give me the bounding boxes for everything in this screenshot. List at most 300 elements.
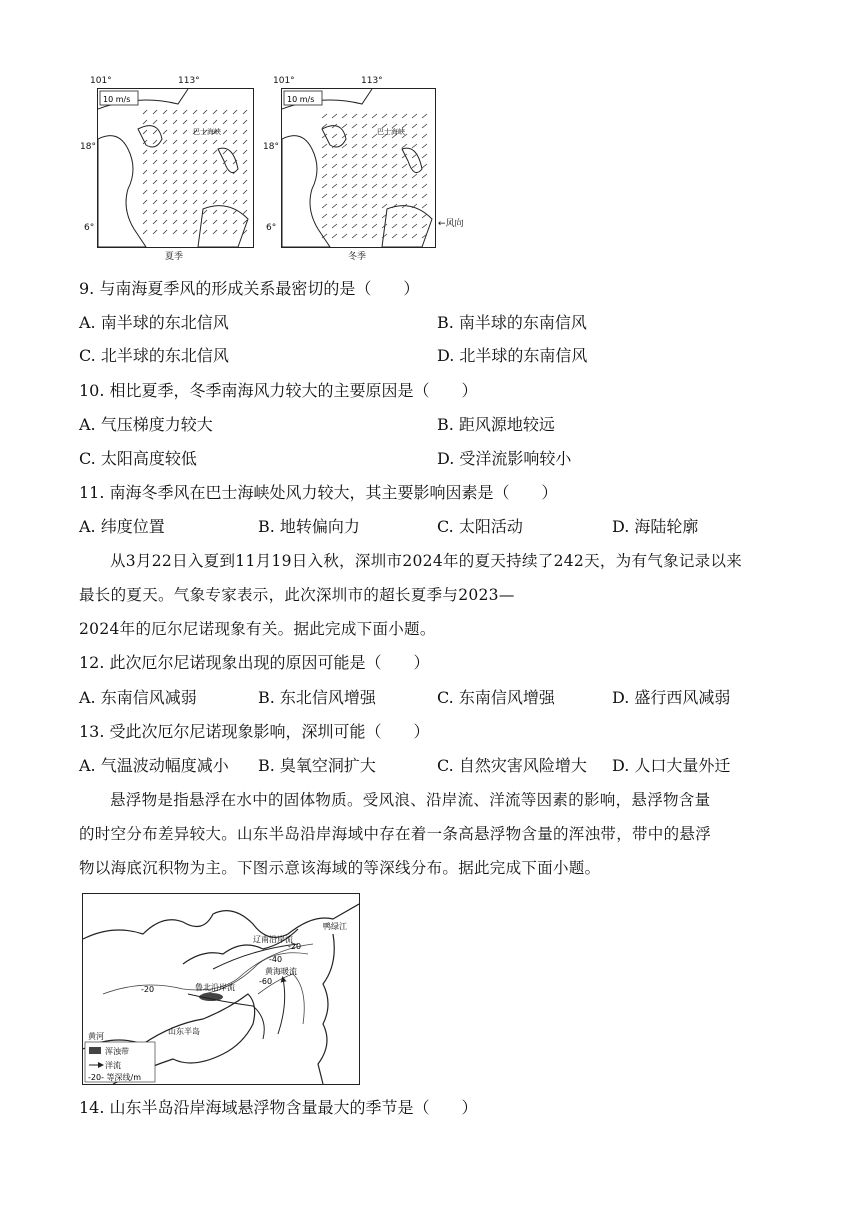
wind-arrow (392, 164, 397, 168)
shandong-isobath-map (82, 893, 360, 1085)
question-9-option-a: A. 南半球的东北信风 (79, 313, 229, 332)
wind-arrow (183, 160, 187, 164)
wind-arrow (362, 204, 367, 208)
wind-arrow (163, 120, 167, 124)
wind-arrow (173, 230, 177, 234)
wind-arrow (193, 210, 197, 214)
wind-arrow (332, 134, 337, 138)
wind-arrow (233, 230, 237, 234)
summer-lon-right: 113° (178, 76, 200, 86)
wind-arrow (342, 234, 347, 238)
question-10-option-c: C. 太阳高度较低 (79, 449, 197, 468)
wind-arrow (173, 130, 177, 134)
passage-1-line-3: 2024年的厄尔尼诺现象有关。据此完成下面小题。 (79, 620, 436, 638)
wind-arrow (392, 184, 397, 188)
wind-arrow (243, 150, 247, 154)
wind-arrow (193, 190, 197, 194)
wind-arrow (332, 164, 337, 168)
wind-arrow (163, 150, 167, 154)
wind-arrow (342, 114, 347, 118)
wind-arrow (163, 230, 167, 234)
wind-arrow (223, 180, 227, 184)
wind-arrow (352, 114, 357, 118)
wind-arrow (213, 150, 217, 154)
wind-arrow (322, 224, 327, 228)
label-shandong-peninsula: 山东半岛 (168, 1027, 200, 1036)
wind-arrow (213, 120, 217, 124)
wind-arrow (173, 170, 177, 174)
wind-arrow (402, 194, 407, 198)
wind-arrow (213, 180, 217, 184)
summer-wind-map (97, 88, 254, 248)
question-13-option-c: C. 自然灾害风险增大 (437, 756, 587, 775)
question-13-option-d: D. 人口大量外迁 (612, 756, 731, 775)
wind-arrow (322, 174, 327, 178)
wind-arrow (183, 140, 187, 144)
wind-arrow (183, 190, 187, 194)
wind-arrow (422, 124, 427, 128)
wind-arrow (163, 200, 167, 204)
wind-arrow (183, 110, 187, 114)
wind-arrow (153, 130, 157, 134)
wind-arrow (143, 180, 147, 184)
wind-arrow (382, 234, 387, 238)
wind-arrow (153, 160, 157, 164)
wind-arrow (233, 180, 237, 184)
wind-arrow (322, 154, 327, 158)
wind-arrow (243, 110, 247, 114)
wind-arrow (143, 130, 147, 134)
wind-arrow (183, 150, 187, 154)
wind-arrow (332, 224, 337, 228)
wind-arrow (203, 230, 207, 234)
winter-caption: 冬季 (348, 252, 367, 262)
wind-arrow (183, 210, 187, 214)
wind-arrow (223, 130, 227, 134)
wind-arrow (322, 184, 327, 188)
question-12-option-c: C. 东南信风增强 (437, 688, 555, 707)
wind-arrow (382, 114, 387, 118)
wind-arrow (372, 194, 377, 198)
wind-arrow (153, 180, 157, 184)
passage-2-line-3: 物以海底沉积物为主。下图示意该海域的等深线分布。据此完成下面小题。 (79, 859, 601, 877)
wind-arrow (352, 234, 357, 238)
passage-2-line-1: 悬浮物是指悬浮在水中的固体物质。受风浪、沿岸流、洋流等因素的影响，悬浮物含量 (110, 791, 711, 809)
wind-arrow (243, 200, 247, 204)
wind-arrow (183, 170, 187, 174)
wind-arrow (352, 134, 357, 138)
wind-arrow (193, 220, 197, 224)
wind-arrow (183, 180, 187, 184)
label-isobath-40: -40 (269, 955, 283, 964)
wind-arrow (352, 204, 357, 208)
wind-arrow (362, 224, 367, 228)
wind-arrow (322, 214, 327, 218)
wind-arrow (153, 170, 157, 174)
wind-arrow (422, 114, 427, 118)
wind-arrow (213, 210, 217, 214)
wind-arrow (163, 170, 167, 174)
wind-arrow (243, 180, 247, 184)
wind-arrow (342, 194, 347, 198)
wind-arrow (213, 110, 217, 114)
label-liaonan-current: 辽南沿岸流 (253, 935, 293, 944)
wind-arrow (332, 174, 337, 178)
wind-arrow (342, 224, 347, 228)
label-isobath-20-west: -20 (141, 985, 155, 994)
wind-arrow (173, 220, 177, 224)
wind-arrow (203, 150, 207, 154)
wind-arrow (233, 210, 237, 214)
wind-arrow (402, 144, 407, 148)
question-11-option-c: C. 太阳活动 (437, 517, 523, 536)
label-yellow-sea-warm-current: 黄海暖流 (265, 967, 297, 976)
wind-arrow (193, 140, 197, 144)
question-11-option-a: A. 纬度位置 (79, 517, 165, 536)
question-9-option-d: D. 北半球的东南信风 (437, 346, 588, 365)
wind-arrow (362, 164, 367, 168)
wind-arrow (223, 200, 227, 204)
wind-arrow (203, 210, 207, 214)
summer-lat-top: 18° (80, 142, 96, 152)
passage-1-line-1: 从3月22日入夏到11月19日入秋，深圳市2024年的夏天持续了242天，为有气象记录以来 (110, 552, 743, 570)
wind-arrow (362, 144, 367, 148)
wind-arrow (342, 124, 347, 128)
wind-arrow (412, 194, 417, 198)
wind-arrow (203, 120, 207, 124)
wind-arrow (173, 110, 177, 114)
wind-arrow (392, 154, 397, 158)
winter-lon-right: 113° (361, 76, 383, 86)
wind-arrow (342, 214, 347, 218)
wind-arrow (233, 130, 237, 134)
wind-arrow (193, 150, 197, 154)
wind-arrow (372, 204, 377, 208)
wind-arrow (243, 210, 247, 214)
wind-arrow (332, 114, 337, 118)
wind-arrow (183, 130, 187, 134)
wind-arrow (243, 190, 247, 194)
wind-arrow (362, 134, 367, 138)
wind-arrow (213, 200, 217, 204)
wind-arrow (223, 230, 227, 234)
wind-arrow (382, 194, 387, 198)
wind-arrow (372, 164, 377, 168)
passage-2-line-2: 的时空分布差异较大。山东半岛沿岸海域中存在着一条高悬浮物含量的浑浊带，带中的悬浮 (79, 825, 712, 843)
wind-arrow (412, 114, 417, 118)
wind-arrow (382, 164, 387, 168)
wind-arrow (143, 200, 147, 204)
winter-lon-left: 101° (273, 76, 295, 86)
question-9-stem: 9. 与南海夏季风的形成关系最密切的是（ ） (79, 279, 420, 298)
wind-direction-label: 风向 (445, 219, 464, 229)
wind-arrow (392, 174, 397, 178)
wind-arrow (342, 144, 347, 148)
wind-arrow (402, 164, 407, 168)
wind-arrow (203, 220, 207, 224)
wind-arrow (352, 184, 357, 188)
wind-arrow (163, 220, 167, 224)
label-isobath-20-north: -20 (288, 942, 302, 951)
wind-arrow (422, 144, 427, 148)
wind-arrow (372, 144, 377, 148)
question-13-option-b: B. 臭氧空洞扩大 (258, 756, 376, 775)
wind-arrow (332, 204, 337, 208)
wind-arrow (233, 120, 237, 124)
wind-arrow (173, 200, 177, 204)
wind-arrow (173, 140, 177, 144)
wind-arrow (382, 144, 387, 148)
wind-arrow (143, 170, 147, 174)
winter-place-label: 巴士海峡 (377, 128, 405, 136)
wind-arrow (362, 124, 367, 128)
wind-arrow (362, 214, 367, 218)
wind-arrow (213, 140, 217, 144)
wind-arrow (203, 110, 207, 114)
wind-arrow (372, 154, 377, 158)
wind-arrow (193, 180, 197, 184)
wind-arrow (153, 150, 157, 154)
wind-arrow (163, 110, 167, 114)
wind-arrow (342, 174, 347, 178)
question-11-option-b: B. 地转偏向力 (258, 517, 360, 536)
wind-arrow (352, 164, 357, 168)
winter-lat-top: 18° (263, 142, 279, 152)
wind-arrow (372, 114, 377, 118)
wind-arrow (352, 154, 357, 158)
summer-lon-left: 101° (90, 76, 112, 86)
wind-arrow (412, 144, 417, 148)
label-yalu-river: 鸭绿江 (323, 922, 347, 931)
wind-arrow (402, 114, 407, 118)
wind-arrow (422, 154, 427, 158)
question-10-stem: 10. 相比夏季，冬季南海风力较大的主要原因是（ ） (79, 381, 478, 400)
winter-lat-bottom: 6° (266, 223, 277, 233)
wind-arrow (223, 110, 227, 114)
wind-arrow (223, 190, 227, 194)
wind-arrow (193, 120, 197, 124)
wind-arrow (223, 140, 227, 144)
wind-arrow (153, 190, 157, 194)
wind-arrow (143, 120, 147, 124)
question-11-option-d: D. 海陆轮廓 (612, 517, 699, 536)
question-12-option-d: D. 盛行西风减弱 (612, 688, 731, 707)
label-lubei-current: 鲁北沿岸流 (195, 983, 235, 992)
wind-arrow (412, 234, 417, 238)
wind-arrow (322, 114, 327, 118)
wind-arrow (193, 200, 197, 204)
wind-arrow (372, 234, 377, 238)
question-12-option-a: A. 东南信风减弱 (79, 688, 197, 707)
wind-arrow (322, 164, 327, 168)
wind-arrow (213, 160, 217, 164)
wind-arrow (322, 194, 327, 198)
wind-arrow (153, 230, 157, 234)
wind-arrow (213, 230, 217, 234)
wind-arrow (382, 154, 387, 158)
wind-arrow (372, 224, 377, 228)
wind-arrow (372, 214, 377, 218)
wind-arrow (153, 120, 157, 124)
passage-1-line-2: 最长的夏天。气象专家表示，此次深圳市的超长夏季与2023— (79, 586, 515, 604)
question-10-option-a: A. 气压梯度力较大 (79, 415, 213, 434)
winter-map-drawing (282, 89, 435, 247)
wind-arrow (153, 200, 157, 204)
wind-arrow (422, 174, 427, 178)
wind-arrow (362, 154, 367, 158)
wind-arrow (412, 124, 417, 128)
wind-arrow (173, 180, 177, 184)
wind-arrow (362, 174, 367, 178)
wind-arrow (392, 194, 397, 198)
wind-arrow (322, 204, 327, 208)
legend-turbid-band: 浑浊带 (105, 1047, 129, 1056)
wind-arrow (203, 170, 207, 174)
wind-arrow (203, 180, 207, 184)
wind-arrow (163, 180, 167, 184)
wind-arrow (402, 234, 407, 238)
wind-arrow (163, 130, 167, 134)
shandong-map-drawing (83, 894, 359, 1084)
wind-arrow (332, 194, 337, 198)
summer-place-label: 巴士海峡 (193, 128, 221, 136)
wind-arrow (143, 190, 147, 194)
wind-arrow (342, 204, 347, 208)
wind-arrow (412, 154, 417, 158)
question-9-option-c: C. 北半球的东北信风 (79, 346, 229, 365)
wind-arrow (233, 140, 237, 144)
wind-arrow (143, 210, 147, 214)
wind-arrow (352, 214, 357, 218)
wind-arrow (213, 220, 217, 224)
wind-arrow (203, 200, 207, 204)
wind-arrow (223, 210, 227, 214)
wind-arrow (342, 184, 347, 188)
wind-arrow (173, 160, 177, 164)
wind-arrow (422, 224, 427, 228)
wind-arrow (362, 184, 367, 188)
wind-arrow (183, 120, 187, 124)
wind-arrow (193, 170, 197, 174)
wind-arrow (332, 154, 337, 158)
label-isobath-60: -60 (259, 977, 273, 986)
summer-lat-bottom: 6° (84, 223, 95, 233)
wind-arrow (422, 204, 427, 208)
summer-map-drawing (98, 89, 253, 247)
wind-arrow (173, 210, 177, 214)
wind-arrow (362, 194, 367, 198)
wind-arrow (402, 224, 407, 228)
wind-arrow (412, 214, 417, 218)
wind-arrow (143, 160, 147, 164)
wind-arrow (243, 160, 247, 164)
wind-arrow (352, 144, 357, 148)
wind-arrow (213, 170, 217, 174)
question-10-option-d: D. 受洋流影响较小 (437, 449, 572, 468)
question-12-option-b: B. 东北信风增强 (258, 688, 376, 707)
wind-arrow (163, 160, 167, 164)
wind-arrow (412, 184, 417, 188)
wind-arrow (143, 230, 147, 234)
wind-arrow (352, 174, 357, 178)
wind-arrow (143, 150, 147, 154)
question-11-stem: 11. 南海冬季风在巴士海峡处风力较大，其主要影响因素是（ ） (79, 483, 558, 502)
wind-arrow (173, 190, 177, 194)
wind-arrow (143, 110, 147, 114)
summer-scale-label: 10 m/s (103, 95, 131, 104)
wind-arrow (422, 184, 427, 188)
wind-arrow (193, 230, 197, 234)
wind-arrow (193, 160, 197, 164)
wind-arrow (422, 134, 427, 138)
wind-arrow (203, 140, 207, 144)
wind-arrow (243, 120, 247, 124)
wind-arrow (342, 164, 347, 168)
label-yellow-river: 黄河 (88, 1032, 104, 1041)
wind-arrow (322, 144, 327, 148)
wind-arrow (422, 214, 427, 218)
question-13-option-a: A. 气温波动幅度减小 (79, 756, 229, 775)
summer-caption: 夏季 (165, 252, 184, 262)
wind-arrow (163, 210, 167, 214)
wind-arrow (193, 110, 197, 114)
legend-ocean-current: 洋流 (105, 1061, 121, 1070)
wind-arrow (412, 174, 417, 178)
wind-arrow (392, 114, 397, 118)
wind-arrow (392, 144, 397, 148)
wind-arrow (223, 220, 227, 224)
wind-direction-legend (438, 216, 464, 229)
wind-arrow (422, 194, 427, 198)
question-14-stem: 14. 山东半岛沿岸海域悬浮物含量最大的季节是（ ） (79, 1098, 478, 1117)
wind-arrow (372, 174, 377, 178)
wind-arrow (213, 190, 217, 194)
wind-arrow (173, 150, 177, 154)
wind-arrow (153, 210, 157, 214)
wind-arrow (362, 234, 367, 238)
wind-arrow (183, 220, 187, 224)
winter-wind-map (281, 88, 436, 248)
wind-arrow (362, 114, 367, 118)
question-10-option-b: B. 距风源地较远 (437, 415, 555, 434)
wind-arrow (332, 214, 337, 218)
wind-direction-arrow-icon: ← (438, 219, 446, 229)
wind-arrow (143, 220, 147, 224)
wind-arrow (233, 110, 237, 114)
wind-arrow (223, 170, 227, 174)
wind-arrow (382, 184, 387, 188)
wind-arrow (332, 234, 337, 238)
wind-arrow (352, 124, 357, 128)
wind-arrow (392, 224, 397, 228)
wind-arrow (332, 184, 337, 188)
legend-isobath: -20- 等深线/m (88, 1073, 141, 1082)
winter-scale-label: 10 m/s (287, 95, 315, 104)
wind-arrow (223, 150, 227, 154)
wind-arrow (412, 164, 417, 168)
wind-arrow (173, 120, 177, 124)
wind-arrow (402, 184, 407, 188)
wind-arrow (243, 130, 247, 134)
wind-arrow (392, 234, 397, 238)
wind-arrow (412, 134, 417, 138)
wind-arrow (233, 200, 237, 204)
wind-arrow (402, 214, 407, 218)
wind-arrow (392, 214, 397, 218)
wind-arrow (233, 220, 237, 224)
wind-arrow (153, 140, 157, 144)
wind-arrow (163, 190, 167, 194)
